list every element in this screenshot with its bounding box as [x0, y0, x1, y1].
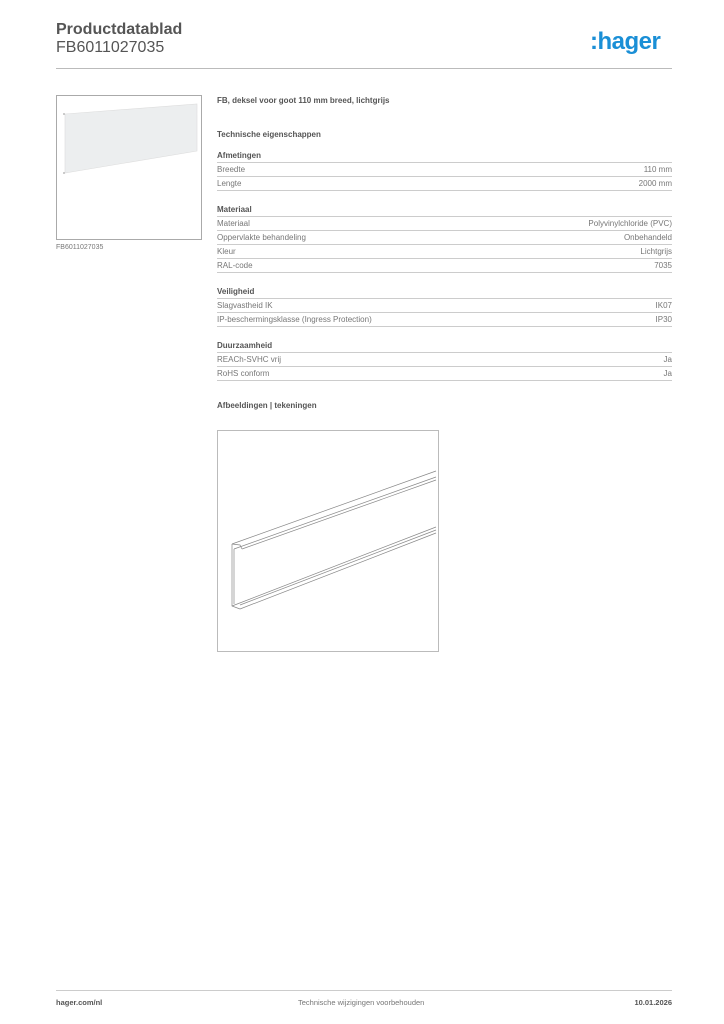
spec-label: RAL-code	[217, 261, 253, 270]
hager-logo: :hager	[590, 28, 661, 55]
spec-row	[217, 245, 672, 259]
spec-row	[217, 217, 672, 231]
footer-disclaimer: Technische wijzigingen voorbehouden	[298, 998, 425, 1007]
spec-row	[217, 313, 672, 327]
spec-row	[217, 177, 672, 191]
spec-label: RoHS conform	[217, 369, 270, 378]
spec-label: IP-beschermingsklasse (Ingress Protection)	[217, 315, 372, 324]
spec-row	[217, 299, 672, 313]
spec-value: IP30	[655, 315, 672, 324]
thumbnail-caption: FB6011027035	[56, 244, 104, 251]
spec-label: Slagvastheid IK	[217, 301, 273, 310]
images-title: Afbeeldingen | tekeningen	[217, 401, 317, 410]
product-thumbnail	[56, 95, 202, 240]
spec-row	[217, 367, 672, 381]
footer-date: 10.01.2026	[634, 998, 672, 1007]
spec-group-title: Materiaal	[217, 205, 672, 217]
spec-group-title: Afmetingen	[217, 151, 672, 163]
page-title: Productdatablad	[56, 21, 183, 38]
spec-row	[217, 259, 672, 273]
spec-group-title: Duurzaamheid	[217, 341, 672, 353]
spec-value: Polyvinylchloride (PVC)	[588, 219, 672, 228]
spec-value: Onbehandeld	[623, 233, 672, 242]
footer-website[interactable]: hager.com/nl	[56, 998, 103, 1007]
spec-label: Oppervlakte behandeling	[217, 233, 306, 242]
footer-divider	[56, 990, 672, 991]
spec-group-title: Veiligheid	[217, 287, 672, 299]
spec-label: Lengte	[217, 179, 242, 188]
spec-label: Kleur	[217, 247, 236, 256]
spec-label: Materiaal	[217, 219, 250, 228]
spec-value: 2000 mm	[638, 179, 672, 188]
spec-row	[217, 231, 672, 245]
spec-value: Ja	[663, 355, 672, 364]
technical-drawing	[217, 430, 439, 652]
spec-value: Ja	[663, 369, 672, 378]
spec-label: REACh-SVHC vrij	[217, 355, 282, 364]
section-title: Technische eigenschappen	[217, 130, 321, 139]
spec-value: 110 mm	[643, 165, 672, 174]
header-divider	[56, 68, 672, 69]
product-code: FB6011027035	[56, 39, 165, 56]
spec-row	[217, 353, 672, 367]
spec-label: Breedte	[217, 165, 246, 174]
product-specs	[217, 96, 672, 410]
spec-value: Lichtgrijs	[640, 247, 672, 256]
spec-value: 7035	[654, 261, 672, 270]
product-description: FB, deksel voor goot 110 mm breed, lichtgrijs	[217, 96, 390, 105]
spec-value: IK07	[655, 301, 672, 310]
spec-row	[217, 163, 672, 177]
